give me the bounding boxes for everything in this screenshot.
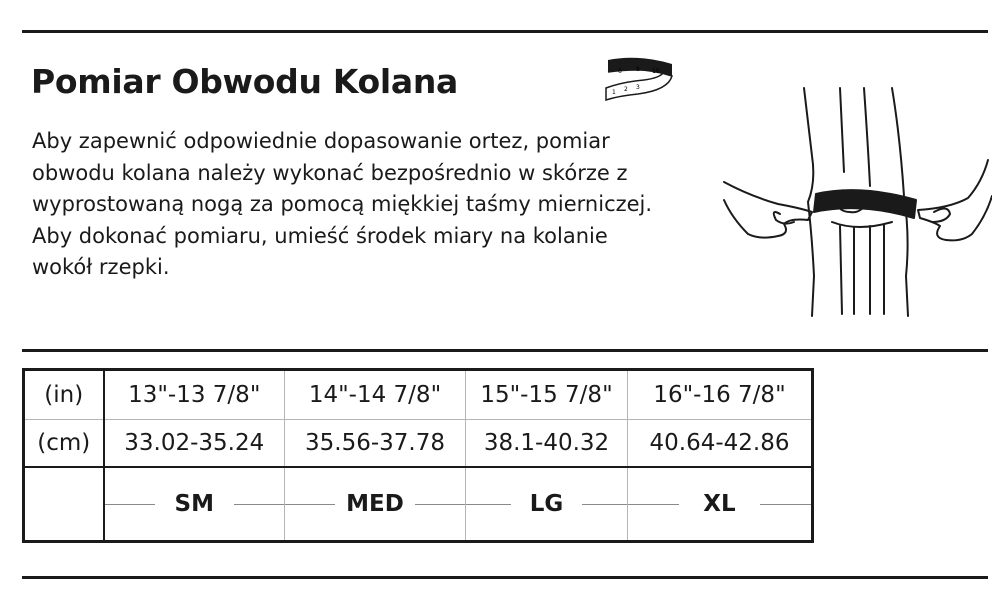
inch-range-sm: 13"-13 7/8" [104,370,285,420]
cm-range-med: 35.56-37.78 [285,420,466,468]
bottom-rule [22,576,988,579]
cm-range-lg: 38.1-40.32 [466,420,628,468]
table-row-sizes [24,467,813,542]
tape-mark: 6 [618,68,622,75]
size-label-empty [24,467,104,542]
paragraph-line: wyprostowaną nogą za pomocą miękkiej taśmy mierniczej. [32,192,653,216]
measuring-tape-icon [598,54,680,104]
inch-range-lg: 15"-15 7/8" [466,370,628,420]
table-row-inches [24,370,813,420]
middle-rule [22,349,988,352]
instructions-paragraph [32,126,712,284]
knee-measurement-illustration [720,86,992,318]
size-label-xl: XL [699,491,739,517]
paragraph-line: wokół rzepki. [32,255,170,279]
tape-mark: 2 [624,86,628,93]
size-cell-sm [104,467,285,542]
unit-label-inches: (in) [24,370,104,420]
size-chart-table [22,368,814,543]
size-cell-lg [466,467,628,542]
cm-range-xl: 40.64-42.86 [628,420,813,468]
page-title: Pomiar Obwodu Kolana [31,62,459,101]
size-label-lg: LG [526,491,568,517]
size-cell-med [285,467,466,542]
tape-mark: 8 [636,66,640,73]
size-label-med: MED [342,491,408,517]
size-label-sm: SM [171,491,218,517]
paragraph-line: obwodu kolana należy wykonać bezpośrednio w skórze z [32,160,628,185]
paragraph-line: Aby zapewnić odpowiednie dopasowanie ortez, pomiar [32,129,610,153]
tape-mark: 10 [652,68,660,75]
inch-range-med: 14"-14 7/8" [285,370,466,420]
top-rule [22,30,988,33]
size-cell-xl [628,467,813,542]
unit-label-centimeters: (cm) [24,420,104,468]
paragraph-line: Aby dokonać pomiaru, umieść środek miary na kolanie [32,223,608,248]
tape-mark: 3 [636,84,640,91]
cm-range-sm: 33.02-35.24 [104,420,285,468]
table-row-centimeters [24,420,813,468]
tape-mark: 1 [612,89,616,96]
inch-range-xl: 16"-16 7/8" [628,370,813,420]
